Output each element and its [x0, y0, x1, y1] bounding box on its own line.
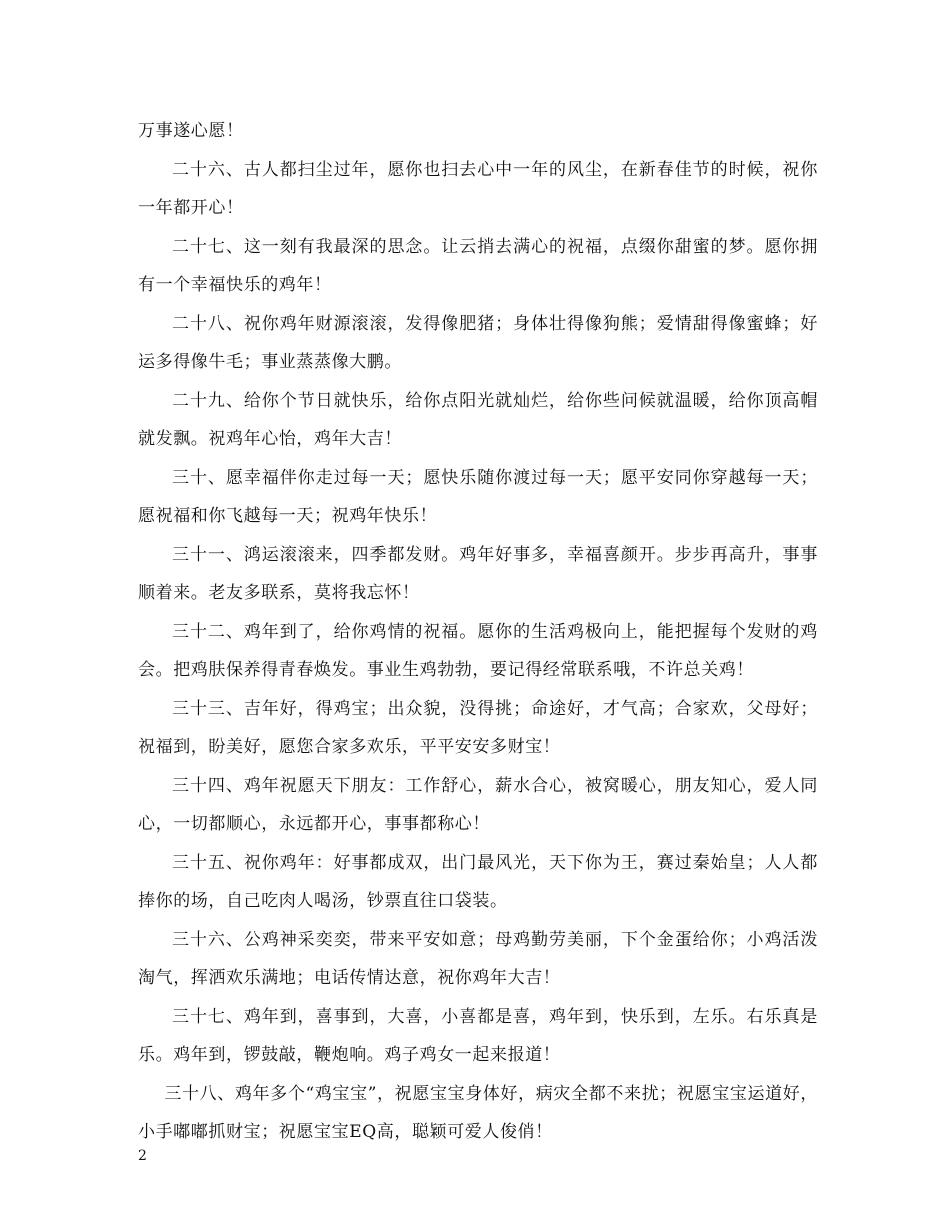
paragraph-26: 二十六、古人都扫尘过年，愿你也扫去心中一年的风尘，在新春佳节的时候，祝你一年都开心！ [138, 159, 818, 218]
paragraph-28: 二十八、祝你鸡年财源滚滚，发得像肥猪；身体壮得像狗熊；爱情甜得像蜜蜂；好运多得像牛毛；事业蒸蒸像大鹏。 [138, 313, 818, 372]
page-number: 2 [138, 1148, 147, 1164]
paragraph-continuation: 万事遂心愿！ [138, 121, 244, 141]
paragraph-36: 三十六、公鸡神采奕奕，带来平安如意；母鸡勤劳美丽，下个金蛋给你；小鸡活泼淘气，挥洒欢乐满地；电话传情达意，祝你鸡年大吉！ [138, 929, 818, 988]
paragraph-29: 二十九、给你个节日就快乐，给你点阳光就灿烂，给你些问候就温暖，给你顶高帽就发飘。祝鸡年心怡，鸡年大吉！ [138, 390, 818, 449]
paragraph-38: 三十八、鸡年多个“鸡宝宝”，祝愿宝宝身体好，病灾全都不来扰；祝愿宝宝运道好，小手嘟嘟抓财宝；祝愿宝宝EQ高，聪颖可爱人俊俏！ [138, 1083, 818, 1142]
paragraph-27: 二十七、这一刻有我最深的思念。让云捎去满心的祝福，点缀你甜蜜的梦。愿你拥有一个幸福快乐的鸡年！ [138, 236, 818, 295]
paragraph-34: 三十四、鸡年祝愿天下朋友：工作舒心，薪水合心，被窝暖心，朋友知心，爱人同心，一切都顺心，永远都开心，事事都称心！ [138, 775, 818, 834]
paragraph-37: 三十七、鸡年到，喜事到，大喜，小喜都是喜，鸡年到，快乐到，左乐。右乐真是乐。鸡年到，锣鼓敲，鞭炮响。鸡子鸡女一起来报道！ [138, 1006, 818, 1065]
paragraph-32: 三十二、鸡年到了，给你鸡情的祝福。愿你的生活鸡极向上，能把握每个发财的鸡会。把鸡肤保养得青春焕发。事业生鸡勃勃，要记得经常联系哦，不许总关鸡！ [138, 621, 818, 680]
document-body [138, 112, 818, 1152]
paragraph-33: 三十三、吉年好，得鸡宝；出众貌，没得挑；命途好，才气高；合家欢，父母好；祝福到，盼美好，愿您合家多欢乐，平平安安多财宝！ [138, 698, 818, 757]
paragraph-30: 三十、愿幸福伴你走过每一天；愿快乐随你渡过每一天；愿平安同你穿越每一天；愿祝福和你飞越每一天；祝鸡年快乐！ [138, 467, 818, 526]
paragraph-31: 三十一、鸿运滚滚来，四季都发财。鸡年好事多，幸福喜颜开。步步再高升，事事顺着来。老友多联系，莫将我忘怀！ [138, 544, 818, 603]
paragraph-35: 三十五、祝你鸡年：好事都成双，出门最风光，天下你为王，赛过秦始皇；人人都捧你的场，自己吃肉人喝汤，钞票直往口袋装。 [138, 852, 818, 911]
